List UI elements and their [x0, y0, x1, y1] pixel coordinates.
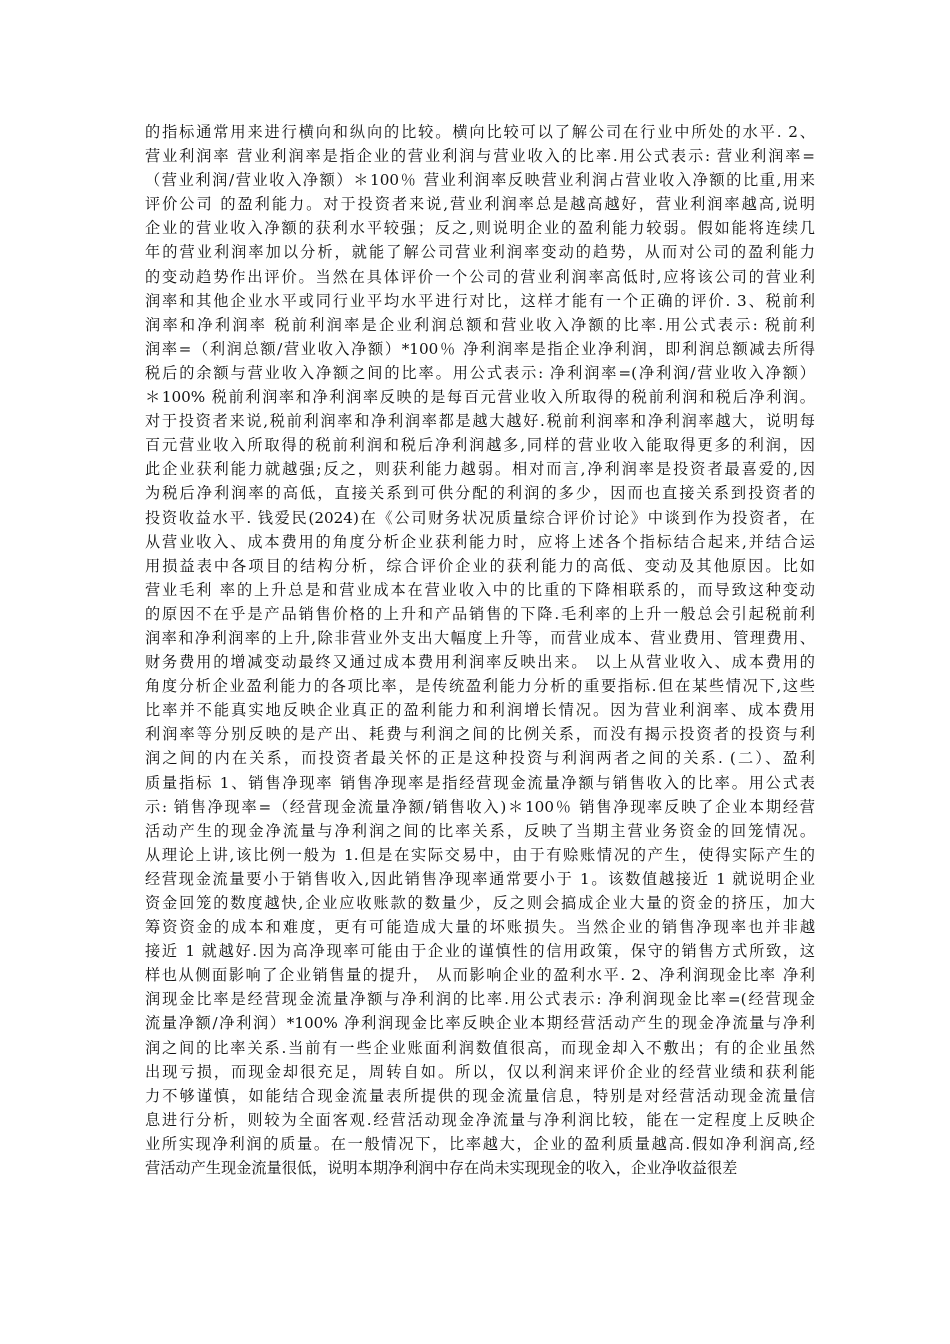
text-line: 营活动产生现金流量很低，说明本期净利润中存在尚未实现现金的收入，企业净收益很差 — [145, 1159, 738, 1178]
text-line: 业所实现净利润的质量。在一般情况下，比率越大，企业的盈利质量越高.假如净利润高,经 — [145, 1134, 815, 1153]
text-line: 力不够谨慎，如能结合现金流量表所提供的现金流量信息，特别是对经营活动现金流量信 — [145, 1086, 815, 1105]
text-line: 润之间的比率关系.当前有一些企业账面利润数值很高，而现金却入不敷出；有的企业虽然 — [145, 1038, 815, 1057]
text-line: 样也从侧面影响了企业销售量的提升， 从而影响企业的盈利水平. 2、净利润现金比率 净利 — [145, 966, 815, 985]
text-line: 的指标通常用来进行横向和纵向的比较。横向比较可以了解公司在行业中所处的水平. 2、 — [145, 123, 815, 141]
text-line: 润之间的内在关系，而投资者最关怀的正是这种投资与利润两者之间的关系. (二）、盈利 — [145, 749, 815, 768]
text-line: 为税后净利润率的高低，直接关系到可供分配的利润的多少，因而也直接关系到投资者的 — [145, 484, 815, 503]
text-line: 投资收益水平. 钱爱民(2024)在《公司财务状况质量综合评价讨论》中谈到作为投资者，在 — [145, 508, 815, 527]
text-line: 接近 1 就越好.因为高净现率可能由于企业的谨慎性的信用政策，保守的销售方式所致，这 — [145, 942, 815, 961]
text-line: ＊100% 税前利润率和净利润率反映的是每百元营业收入所取得的税前利润和税后净利润。 — [145, 388, 815, 407]
body-text — [145, 120, 815, 1180]
text-line: 流量净额/净利润）*100% 净利润现金比率反映企业本期经营活动产生的现金净流量与净利 — [145, 1014, 815, 1033]
text-line: 的原因不在乎是产品销售价格的上升和产品销售的下降.毛利率的上升一般总会引起税前利 — [145, 604, 815, 623]
text-line: 百元营业收入所取得的税前利润和税后净利润越多,同样的营业收入能取得更多的利润，因 — [145, 436, 815, 455]
text-line: 从营业收入、成本费用的角度分析企业获利能力时，应将上述各个指标结合起来,并结合运 — [145, 532, 815, 551]
text-line: 润率和净利润率的上升,除非营业外支出大幅度上升等，而营业成本、营业费用、管理费用、 — [145, 628, 815, 647]
text-line: 润率和净利润率 税前利润率是企业利润总额和营业收入净额的比率.用公式表示: 税前利 — [145, 315, 815, 334]
text-line: 用损益表中各项目的结构分析，综合评价企业的获利能力的高低、变动及其他原因。比如 — [145, 556, 815, 575]
text-line: 质量指标 1、销售净现率 销售净现率是指经营现金流量净额与销售收入的比率。用公式表 — [145, 773, 815, 792]
text-line: 评价公司 的盈利能力。对于投资者来说,营业利润率总是越高越好，营业利润率越高,说明 — [145, 195, 815, 214]
text-line: 利润率等分别反映的是产出、耗费与利润之间的比例关系，而没有揭示投资者的投资与利 — [145, 725, 815, 744]
text-line: 出现亏损，而现金却很充足，周转自如。所以，仅以利润来评价企业的经营业绩和获利能 — [145, 1062, 815, 1081]
text-line: 息进行分析，则较为全面客观.经营活动现金净流量与净利润比较，能在一定程度上反映企 — [145, 1110, 815, 1129]
text-line: 资金回笼的数度越快,企业应收账款的数量少，反之则会搞成企业大量的资金的挤压，加大 — [145, 894, 815, 912]
text-line: 比率并不能真实地反映企业真正的盈利能力和利润增长情况。因为营业利润率、成本费用 — [145, 701, 815, 720]
text-line: （营业利润/营业收入净额）＊100％ 营业利润率反映营业利润占营业收入净额的比重,用来 — [145, 171, 815, 190]
text-line: 润率=（利润总额/营业收入净额）*100％ 净利润率是指企业净利润，即利润总额减去所得 — [145, 339, 815, 358]
text-line: 此企业获利能力就越强;反之，则获利能力越弱。相对而言,净利润率是投资者最喜爱的,因 — [145, 460, 815, 479]
text-line: 润现金比率是经营现金流量净额与净利润的比率.用公式表示: 净利润现金比率=(经营现金 — [145, 990, 815, 1009]
text-line: 对于投资者来说,税前利润率和净利润率都是越大越好.税前利润率和净利润率越大，说明每 — [145, 412, 815, 431]
text-line: 营业利润率 营业利润率是指企业的营业利润与营业收入的比率.用公式表示: 营业利润率= — [145, 147, 815, 166]
text-line: 的变动趋势作出评价。当然在具体评价一个公司的营业利润率高低时,应将该公司的营业利 — [145, 267, 815, 286]
text-line: 税后的余额与营业收入净额之间的比率。用公式表示: 净利润率=(净利润/营业收入净额） — [145, 363, 815, 382]
text-line: 经营现金流量要小于销售收入,因此销售净现率通常要小于 1。该数值越接近 1 就说明企业 — [145, 869, 815, 888]
text-line: 营业毛利 率的上升总是和营业成本在营业收入中的比重的下降相联系的，而导致这种变动 — [145, 580, 815, 599]
text-line: 年的营业利润率加以分析，就能了解公司营业利润率变动的趋势，从而对公司的盈利能力 — [145, 243, 815, 262]
text-line: 示: 销售净现率=（经营现金流量净额/销售收入)＊100％ 销售净现率反映了企业本期经营 — [145, 797, 815, 816]
text-line: 财务费用的增减变动最终又通过成本费用利润率反映出来。 以上从营业收入、成本费用的 — [145, 653, 815, 672]
text-line: 活动产生的现金净流量与净利润之间的比率关系，反映了当期主营业务资金的回笼情况。 — [145, 821, 815, 840]
text-line: 角度分析企业盈利能力的各项比率，是传统盈利能力分析的重要指标.但在某些情况下,这些 — [145, 677, 815, 696]
text-line: 筹资资金的成本和难度，更有可能造成大量的坏账损失。当然企业的销售净现率也并非越 — [145, 918, 815, 937]
text-line: 润率和其他企业水平或同行业平均水平进行对比，这样才能有一个正确的评价. 3、税前利 — [145, 291, 815, 310]
text-line: 从理论上讲,该比例一般为 1.但是在实际交易中，由于有赊账情况的产生，使得实际产生的 — [145, 845, 815, 864]
text-line: 企业的营业收入净额的获利水平较强；反之,则说明企业的盈利能力较弱。假如能将连续几 — [145, 219, 815, 238]
